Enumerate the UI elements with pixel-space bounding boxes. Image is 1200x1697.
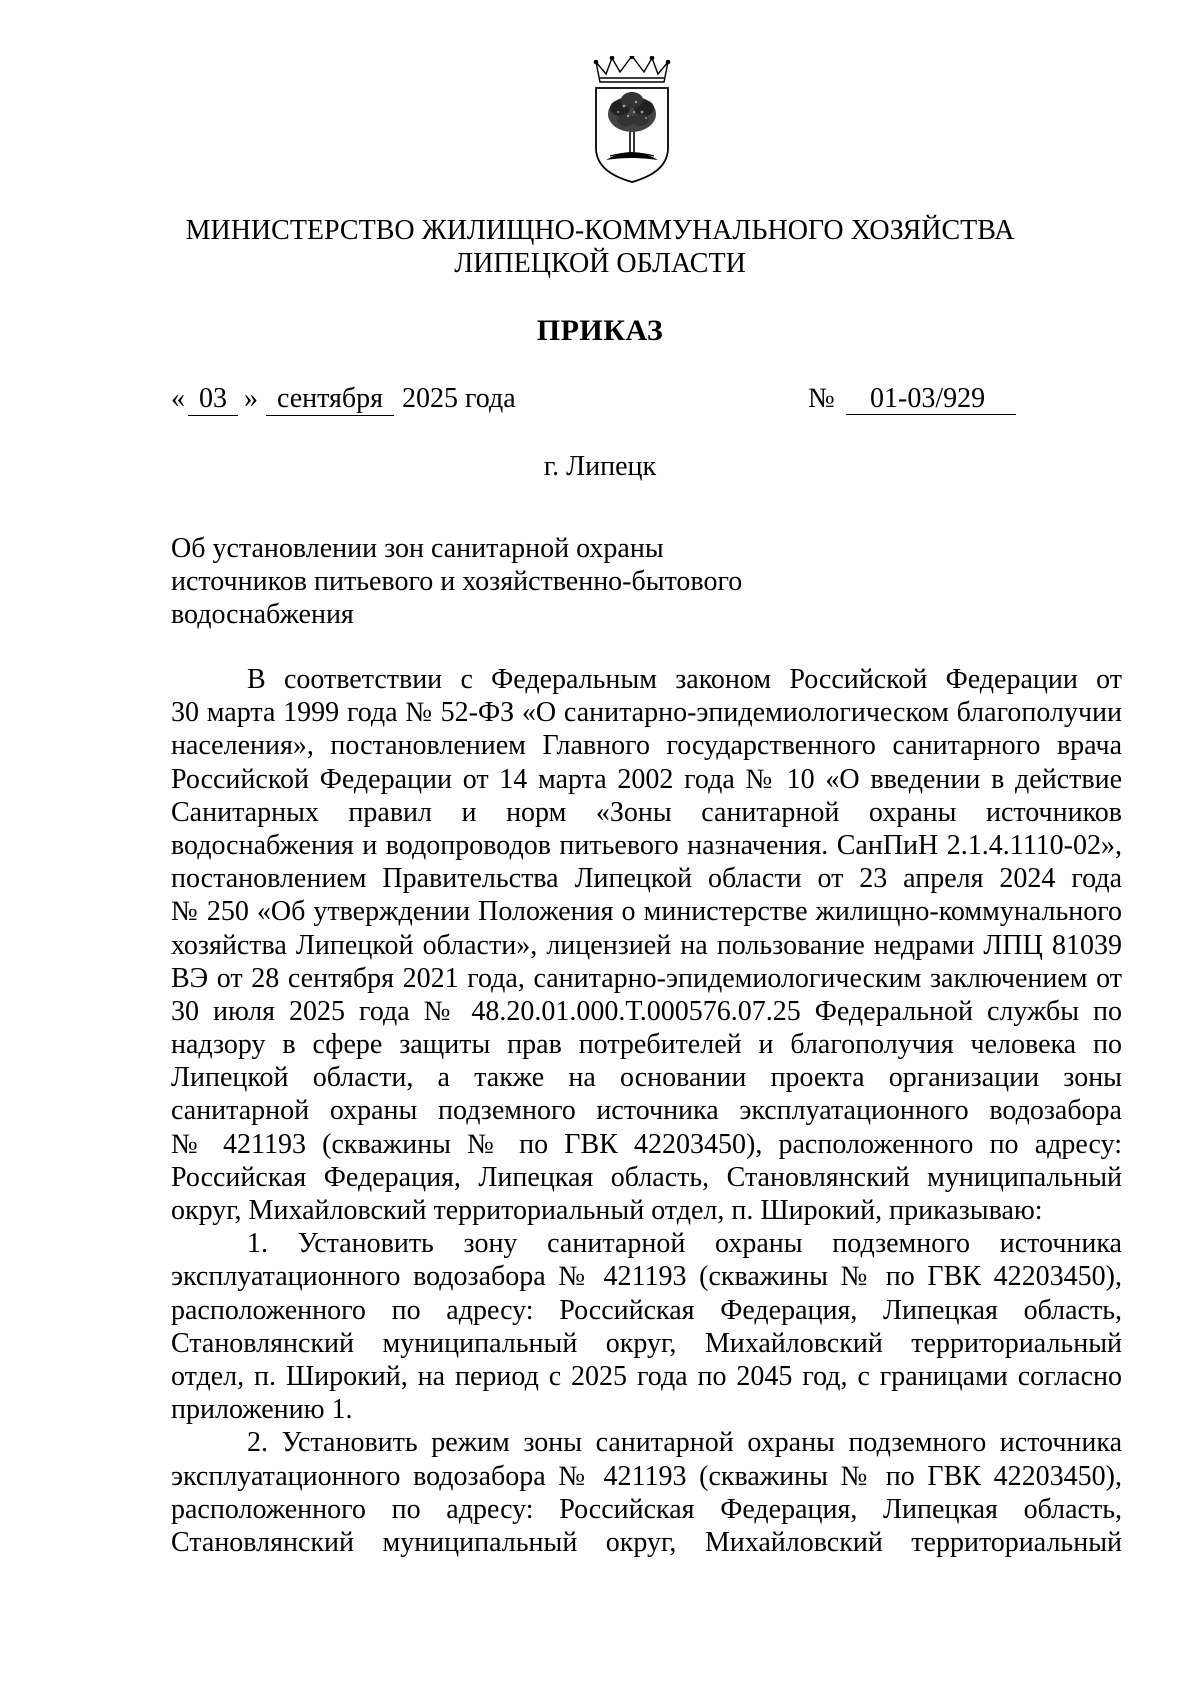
city-name: г. Липецк [543,451,657,482]
clause-1-line: отдел, п. Широкий, на период с 2025 года по 2045 год, с границами согласно [171,1360,1122,1392]
clause-1-line: Становлянский муниципальный округ, Михайловский территориальный [171,1327,1122,1359]
body-text [171,663,1122,1559]
coat-of-arms-emblem [590,56,674,184]
subject-line-3: водоснабжения [171,599,354,630]
body-line: 30 марта 1999 года № 52-ФЗ «О санитарно-эпидемиологическом благополучии [171,697,1122,729]
body-line: В соответствии с Федеральным законом Российской Федерации от [247,664,1122,695]
body-line: Российской Федерации от 14 марта 2002 года № 10 «О введении в действие [171,763,1122,795]
clause-1-line: эксплуатационного водозабора № 421193 (скважины № по ГВК 42203450), [171,1261,1122,1293]
body-line: Липецкой области, а также на основании проекта организации зоны [171,1062,1122,1094]
date-open-quote: « [171,383,185,414]
subject-line-2: источников питьевого и хозяйственно-бытового [171,566,743,597]
body-line: № 421193 (скважины № по ГВК 42203450), расположенного по адресу: [171,1128,1122,1160]
clause-2-line: Становлянский муниципальный округ, Михайловский территориальный [171,1526,1122,1558]
body-line: округ, Михайловский территориальный отдел, п. Широкий, приказываю: [171,1195,1043,1226]
clause-1-line: расположенного по адресу: Российская Федерация, Липецкая область, [171,1294,1122,1326]
ministry-line-2: ЛИПЕЦКОЙ ОБЛАСТИ [454,248,746,279]
body-line: хозяйства Липецкой области», лицензией на пользование недрами ЛПЦ 81039 [171,929,1122,961]
body-line: Санитарных правил и норм «Зоны санитарной охраны источников [171,796,1122,828]
clause-2-line: 2. Установить режим зоны санитарной охраны подземного источника [247,1427,1122,1459]
body-line: водоснабжения и водопроводов питьевого назначения. СанПиН 2.1.4.1110-02», [171,829,1122,861]
ministry-line-1: МИНИСТЕРСТВО ЖИЛИЩНО-КОММУНАЛЬНОГО ХОЗЯЙСТВА [185,215,1015,246]
date-year: 2025 года [402,383,516,414]
ministry-name [0,214,1200,280]
number-sign: № [808,383,835,414]
body-line: Российская Федерация, Липецкая область, Становлянский муниципальный [171,1161,1122,1193]
date-day: 03 [188,382,238,416]
document-title: ПРИКАЗ [536,314,664,347]
clause-1-line: 1. Установить зону санитарной охраны подземного источника [247,1228,1122,1260]
body-line: № 250 «Об утверждении Положения о министерстве жилищно-коммунального [171,896,1122,928]
date-close-quote: » [244,383,258,414]
clause-2-line: расположенного по адресу: Российская Федерация, Липецкая область, [171,1493,1122,1525]
subject-line-1: Об установлении зон санитарной охраны [171,533,664,564]
order-number: 01-03/929 [846,382,1016,415]
body-line: санитарной охраны подземного источника эксплуатационного водозабора [171,1095,1122,1127]
date-number-line [0,382,1200,422]
date-month: сентября [266,382,394,416]
subject-block [171,532,742,631]
clause-1-line: приложению 1. [171,1394,353,1426]
body-line: населения», постановлением Главного государственного санитарного врача [171,730,1122,762]
body-line: постановлением Правительства Липецкой области от 23 апреля 2024 года [171,863,1122,895]
clause-2-line: эксплуатационного водозабора № 421193 (скважины № по ГВК 42203450), [171,1460,1122,1492]
body-line: надзору в сфере защиты прав потребителей и благополучия человека по [171,1029,1122,1061]
body-line: ВЭ от 28 сентября 2021 года, санитарно-эпидемиологическим заключением от [171,962,1122,994]
body-line: 30 июля 2025 года № 48.20.01.000.Т.000576.07.25 Федеральной службы по [171,995,1122,1027]
